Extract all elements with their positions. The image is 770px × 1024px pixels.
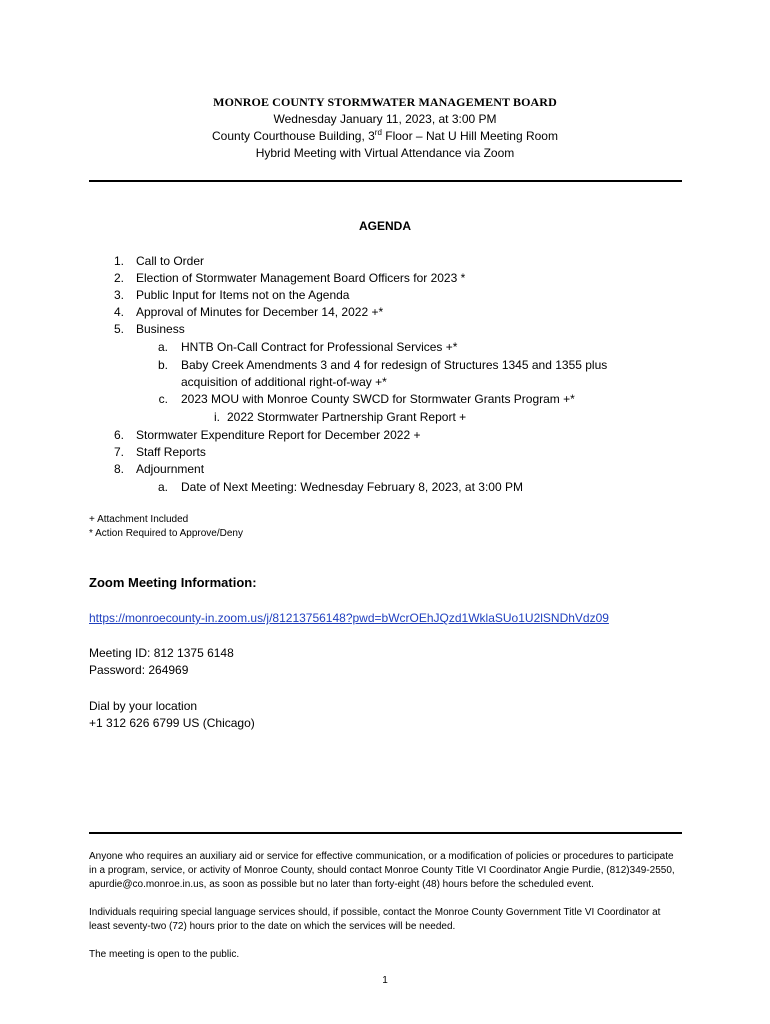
meeting-location: County Courthouse Building, 3rd Floor – Nat U Hill Meeting Room — [212, 128, 558, 143]
meeting-format: Hybrid Meeting with Virtual Attendance via Zoom — [255, 146, 515, 160]
dial-label: Dial by your location — [89, 699, 198, 713]
footer-divider — [89, 832, 682, 834]
document-page: MONROE COUNTY STORMWATER MANAGEMENT BOARD Wednesday January 11, 2023, at 3:00 PM County Courthouse Building, 3rd Floor – Nat U Hill Meeting Room Hybrid Meeting with Virtual Attendance via Zoom AGENDA 1. Call to Order 2. Election of Stormwater Management Board Officers for 2023 * 3. Public Input for Items not on the Agenda 4. Approval of Minutes for December 14, 2022 +* 5. Business a. HNTB On-Call Contract for Professional Services +* b. Baby Creek Amendments 3 and 4 for redesign of Structures 1345 and 1355 plus acquisition of additional right-of-way +* c. 2023 MOU with Monroe County SWCD for Stormwater Grants Program +* i. 2022 Stormwater Partnership Grant Report + 6. Stormwater Expenditure Report for December 2022 + 7. Staff Reports 8. Adjournment a. Date of Next Meeting: Wednesday February 8, 2023, at 3:00 PM + Attachment Included * Action Required to Approve/Deny Zoom Meeting Information: https://monroecounty-in.zoom.us/j/81213756148?pwd=bWcrOEhJQzd1WklaSUo1U2lSNDhVdz09 Meeting ID: 812 1375 6148 Password: 264969 Dial by your location +1 312 626 6799 US (Chicago) Anyone who requires an auxiliary aid or service for effective communication, or a modification of policies or procedures to participate in a program, service, or activity of Monroe County, should contact Monroe County Title VI Coordinator Angie Purdie, (812)349-2550, apurdie@co.monroe.in.us, as soon as possible but no later than forty-eight (48) hours before the scheduled event. Individuals requiring special language services should, if possible, contact the Monroe County Government Title VI Coordinator at least seventy-two (72) hours prior to the date on which the services will be needed. The meeting is open to the public. 1 — [0, 0, 770, 1024]
header-divider — [89, 180, 682, 182]
public-meeting-paragraph: The meeting is open to the public. — [89, 949, 240, 960]
page-number: 1 — [382, 975, 388, 986]
dial-number: +1 312 626 6799 US (Chicago) — [89, 716, 255, 730]
meeting-id: Meeting ID: 812 1375 6148 — [89, 646, 234, 660]
aux-aid-paragraph: Anyone who requires an auxiliary aid or service for effective communication, or a modification of policies or procedures to participate in a program, service, or activity of Monroe County, should contact Monroe County Title VI Coordinator Angie Purdie, (812)349-2550, apurdie@co.monroe.in.us, as soon as possible but no later than forty-eight (48) hours before the scheduled event. — [89, 851, 675, 890]
language-services-paragraph: Individuals requiring special language services should, if possible, contact the Monroe County Government Title VI Coordinator at least seventy-two (72) hours prior to the date on which the services will be needed. — [89, 907, 661, 932]
agenda-title: AGENDA — [358, 219, 411, 233]
meeting-password: Password: 264969 — [89, 663, 189, 677]
dial-in-info — [89, 698, 255, 732]
zoom-section-title: Zoom Meeting Information: — [89, 575, 257, 590]
meeting-header — [0, 94, 770, 162]
attachment-note: + Attachment Included — [89, 514, 189, 525]
zoom-meeting-link[interactable]: https://monroecounty-in.zoom.us/j/81213756148?pwd=bWcrOEhJQzd1WklaSUo1U2lSNDhVdz09 — [89, 611, 609, 625]
zoom-credentials — [89, 645, 234, 679]
meeting-date: Wednesday January 11, 2023, at 3:00 PM — [273, 112, 497, 126]
accessibility-notice — [89, 850, 679, 976]
agenda-legend — [89, 513, 243, 541]
board-title: MONROE COUNTY STORMWATER MANAGEMENT BOARD — [213, 95, 557, 109]
action-note: * Action Required to Approve/Deny — [89, 528, 243, 539]
